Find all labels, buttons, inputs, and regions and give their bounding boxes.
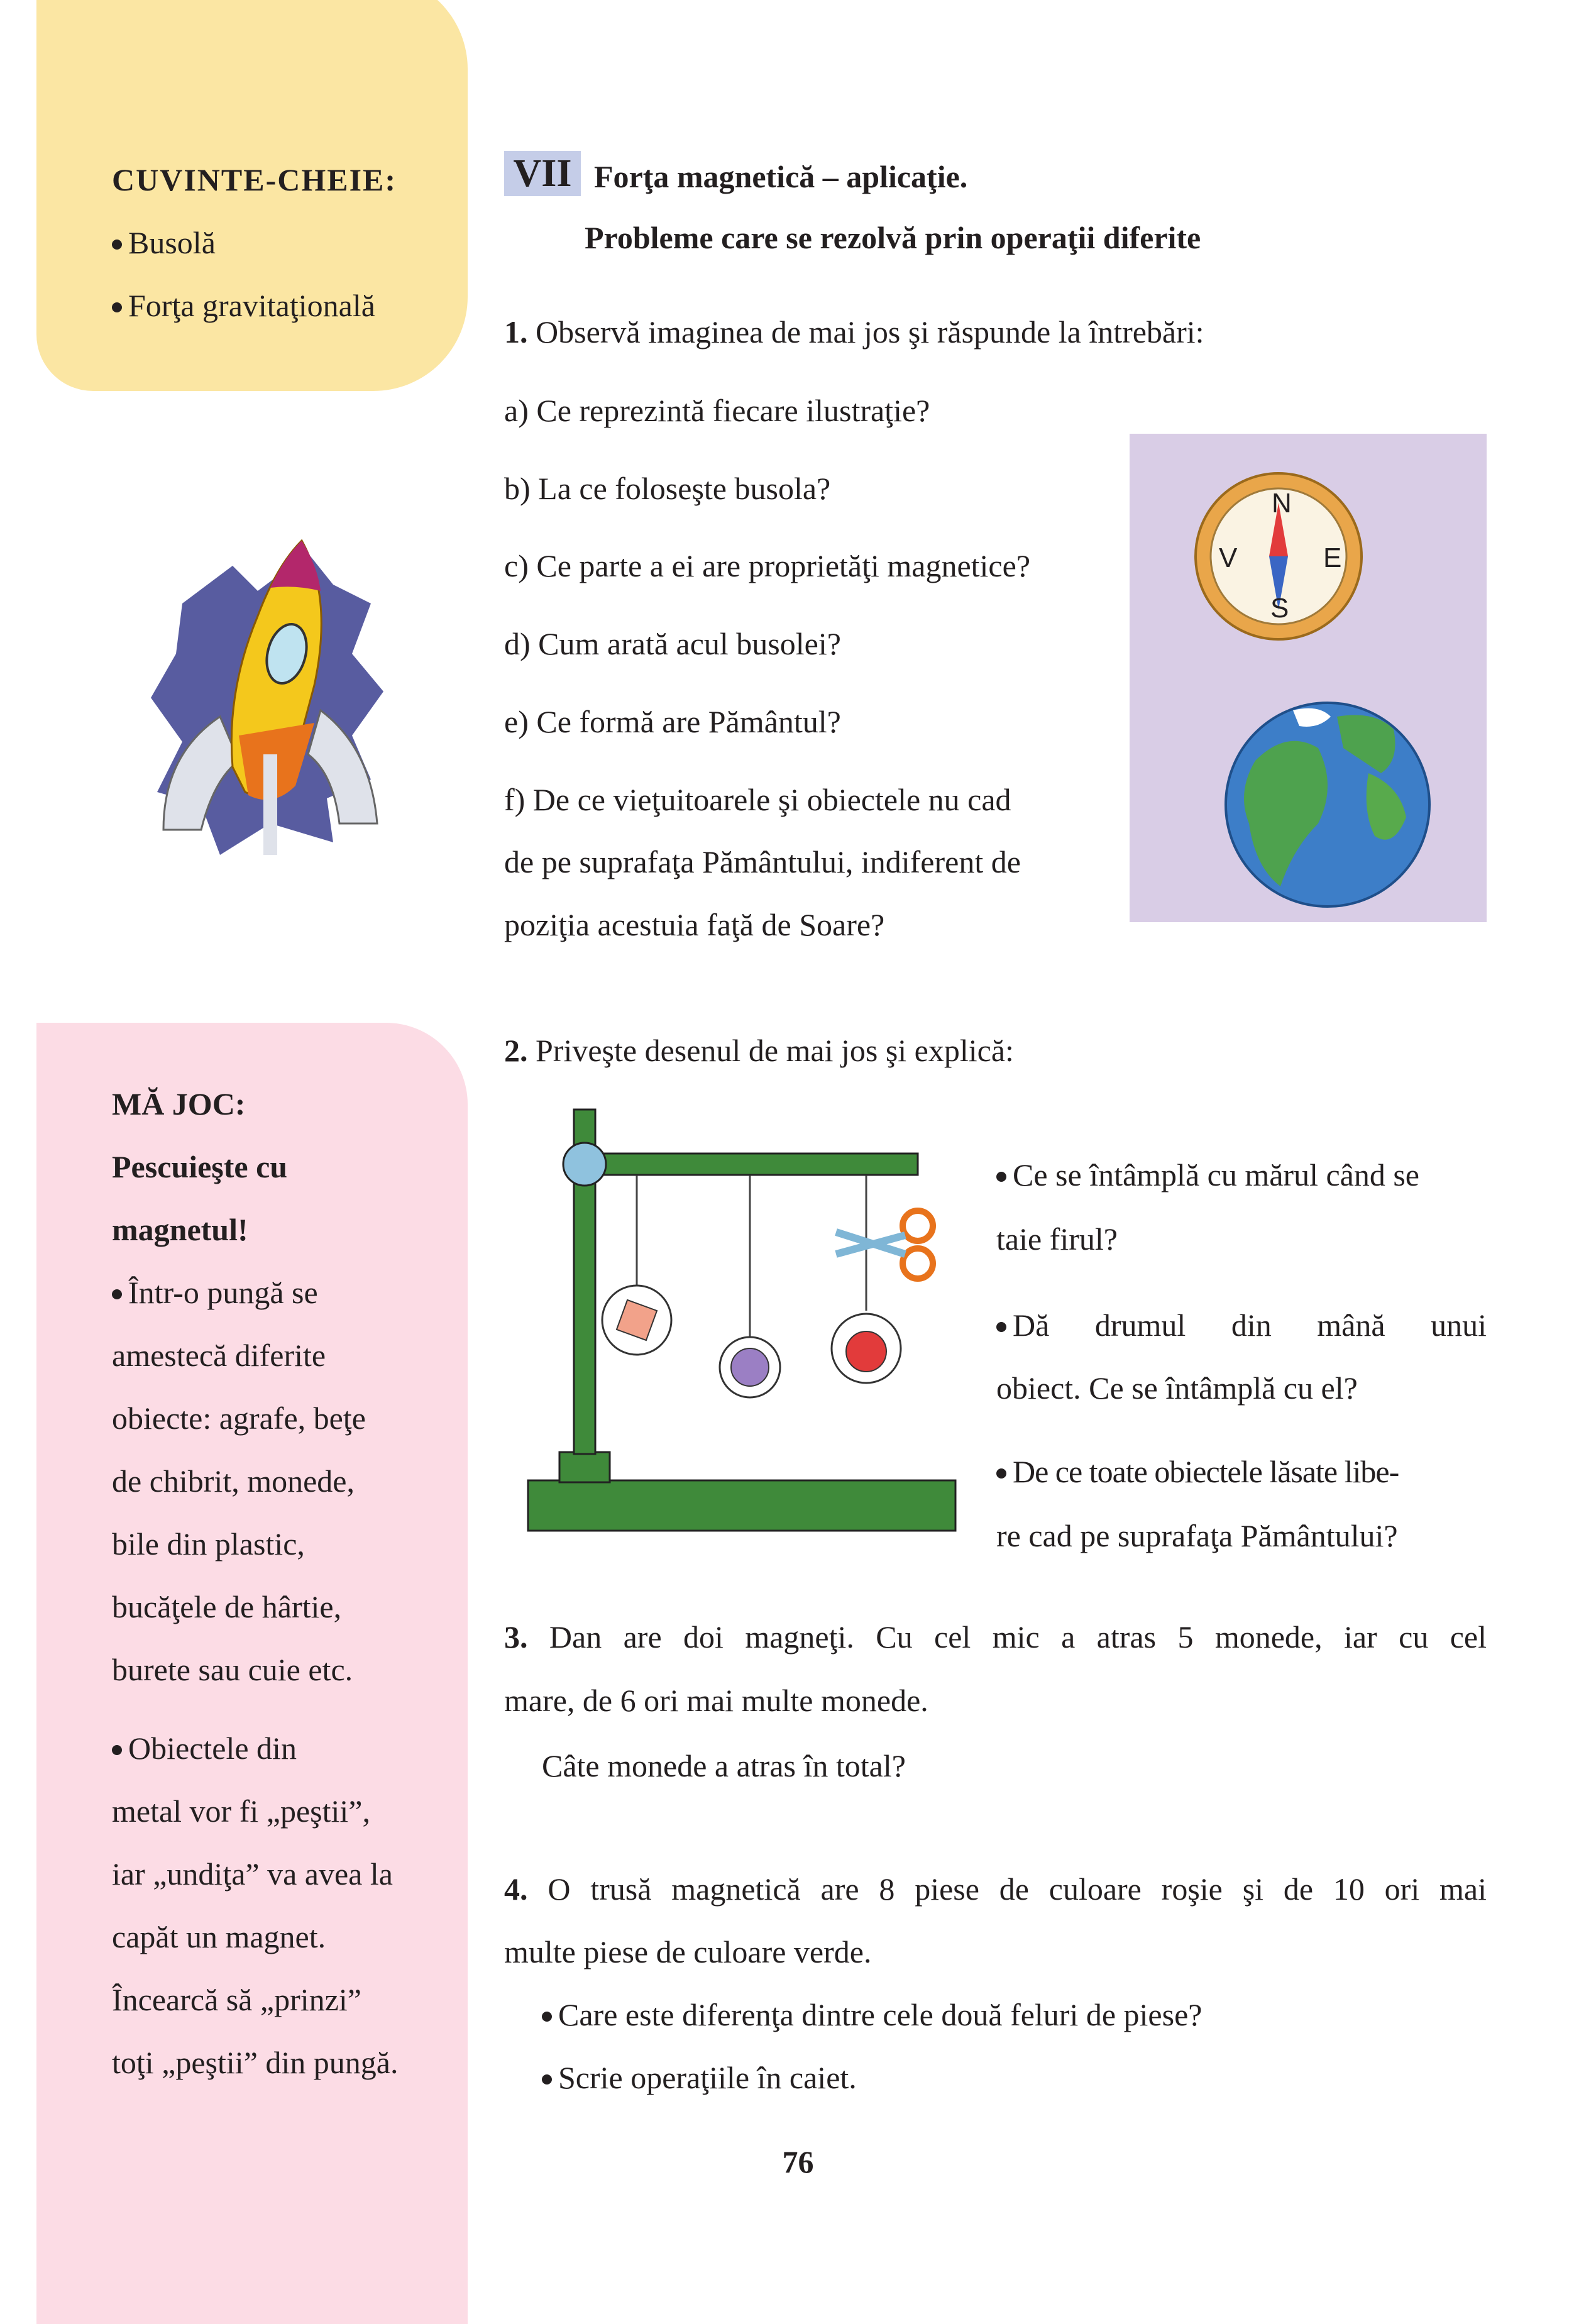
game-text-line: metal vor fi „peştii”, (112, 1793, 370, 1829)
keywords-heading: CUVINTE-CHEIE: (112, 162, 397, 197)
game-heading: MĂ JOC: (112, 1086, 246, 1121)
compass-letter-n: N (1272, 488, 1292, 519)
exercise-number: 2. (504, 1033, 528, 1068)
prompt-text: Priveşte desenul de mai jos şi explică: (536, 1033, 1014, 1068)
keyword-item: Busolă (112, 223, 216, 263)
exercise-4-line: multe piese de culoare verde. (504, 1934, 872, 1969)
exercise-2-question: obiect. Ce se întâmplă cu el? (996, 1370, 1358, 1406)
drawing-base (528, 1480, 955, 1531)
game-text-line: de chibrit, monede, (112, 1463, 355, 1499)
gallows-drawing (522, 1103, 962, 1537)
exercise-4-line (504, 1870, 1487, 1909)
keyword-item: Forţa gravitaţională (112, 286, 375, 326)
question: de pe suprafaţa Pământului, indiferent de (504, 844, 1021, 879)
illustration-panel (1130, 434, 1487, 922)
compass-earth-art (1130, 434, 1487, 922)
game-text-line: bucăţele de hârtie, (112, 1589, 342, 1624)
question: e) Ce formă are Pământul? (504, 704, 841, 739)
page-number: 76 (782, 2144, 814, 2179)
exercise-2-question: re cad pe suprafaţa Pământului? (996, 1518, 1398, 1553)
drawing-joint (563, 1143, 606, 1186)
game-text-line: iar „undiţa” va avea la (112, 1856, 393, 1892)
scissors-blades (836, 1232, 905, 1254)
chapter-title: Forţa magnetică – aplicaţie. (594, 159, 968, 194)
game-text-line: amestecă diferite (112, 1338, 326, 1373)
ball-object (731, 1348, 769, 1386)
exercise-text: O trusă magnetică are 8 piese de culoare roşie şi de 10 ori mai (548, 1871, 1487, 1907)
game-bullet-2: Obiectele din (112, 1729, 297, 1768)
question: c) Ce parte a ei are proprietăţi magnetice? (504, 548, 1031, 583)
game-title-line: magnetul! (112, 1212, 248, 1247)
prompt-text: Observă imaginea de mai jos şi răspunde la întrebări: (536, 314, 1204, 350)
exercise-3-line: mare, de 6 ori mai multe monede. (504, 1683, 928, 1718)
scissors-handle-1 (903, 1248, 933, 1279)
game-text-line: toţi „peştii” din pungă. (112, 2045, 399, 2080)
question: poziţia acestuia faţă de Soare? (504, 907, 885, 942)
exercise-number: 4. (504, 1871, 528, 1907)
game-text-line: burete sau cuie etc. (112, 1652, 353, 1687)
game-text-line: obiecte: agrafe, beţe (112, 1401, 366, 1436)
drawing-foot (559, 1452, 610, 1482)
exercise-4-bullet: Care este diferenţa dintre cele două feluri de piese? (542, 1995, 1202, 2035)
compass-letter-s: S (1270, 593, 1289, 624)
rocket-nose (270, 541, 321, 591)
apple-object (846, 1331, 886, 1372)
exercise-1-prompt (504, 312, 1204, 352)
game-text-line: bile din plastic, (112, 1526, 305, 1561)
exercise-2-question: Dă drumul din mână unui (996, 1306, 1487, 1345)
drawing-beam (574, 1154, 918, 1175)
chapter-badge: VII (504, 151, 581, 196)
scissors-handle-2 (903, 1211, 933, 1241)
exercise-3-question: Câte monede a atras în total? (542, 1748, 906, 1783)
exercise-3-line (504, 1617, 1487, 1657)
rocket-illustration (145, 528, 396, 867)
question: a) Ce reprezintă fiecare ilustraţie? (504, 393, 930, 428)
exercise-2-question: taie firul? (996, 1221, 1118, 1257)
chapter-subtitle: Probleme care se rezolvă prin operaţii diferite (585, 220, 1201, 255)
question: d) Cum arată acul busolei? (504, 626, 841, 661)
compass-letter-v: V (1219, 542, 1238, 573)
game-text-line: Încearcă să „prinzi” (112, 1982, 361, 2017)
exercise-4-bullet: Scrie operaţiile în caiet. (542, 2058, 857, 2098)
exercise-2-prompt (504, 1031, 1014, 1071)
exercise-2-question: Ce se întâmplă cu mărul când se (996, 1155, 1419, 1195)
exercise-text: Dan are doi magneţi. Cu cel mic a atras 5 monede, iar cu cel (549, 1619, 1487, 1655)
game-text-line: capăt un magnet. (112, 1919, 326, 1954)
exercise-number: 3. (504, 1619, 528, 1655)
game-bullet-1: Într-o pungă se (112, 1273, 318, 1313)
exercise-2-question: De ce toate obiectele lăsate libe- (996, 1452, 1399, 1492)
question: b) La ce foloseşte busola? (504, 471, 831, 506)
compass-letter-e: E (1323, 542, 1342, 573)
exercise-number: 1. (504, 314, 528, 350)
question: f) De ce vieţuitoarele şi obiectele nu cad (504, 782, 1011, 817)
game-title-line: Pescuieşte cu (112, 1149, 288, 1184)
